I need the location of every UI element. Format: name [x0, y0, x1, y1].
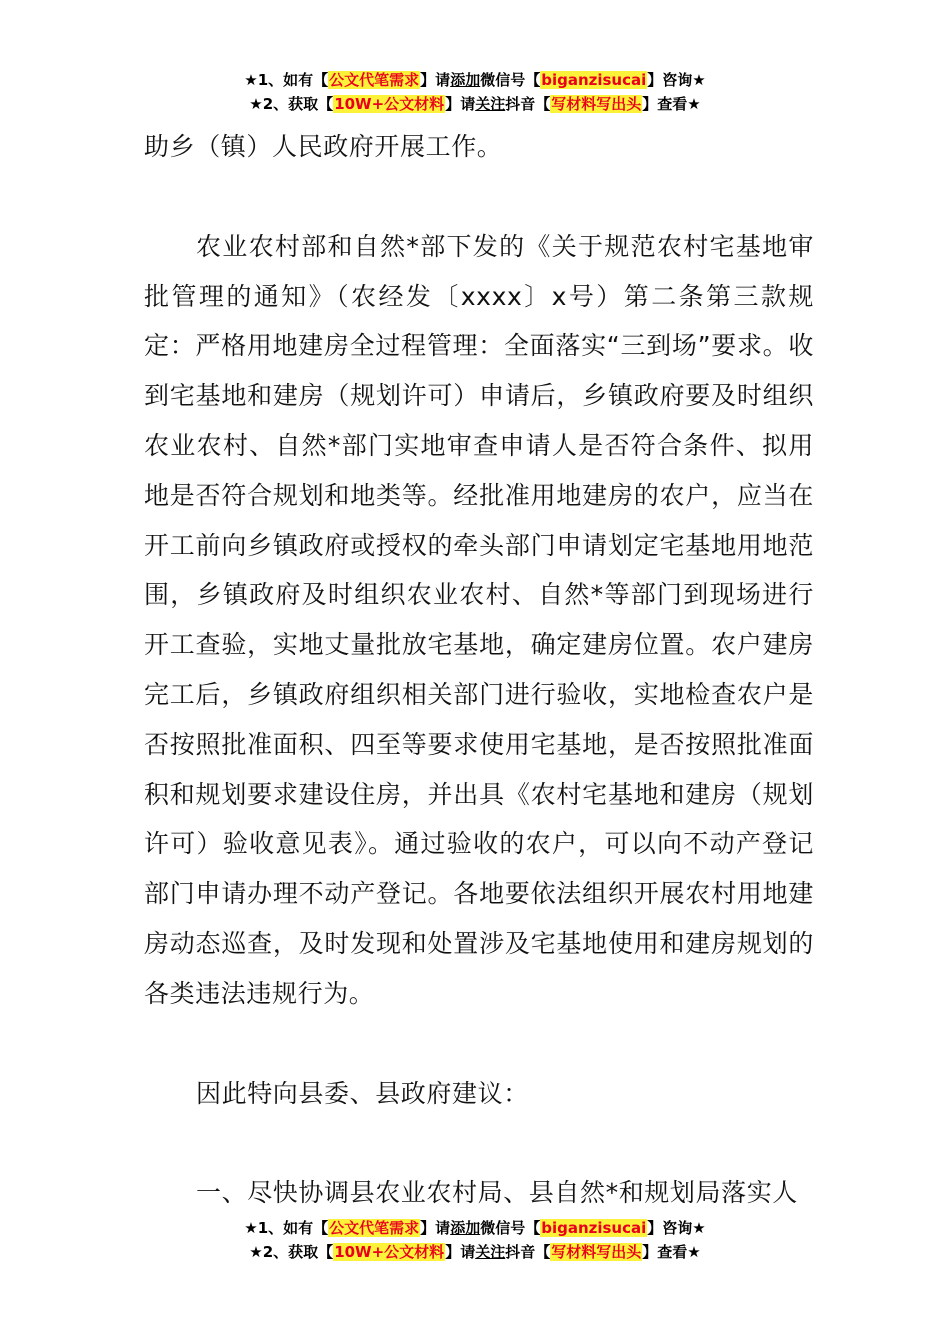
banner-highlight: 10W+公文材料 — [334, 1243, 445, 1261]
banner-highlight: biganzisucai — [541, 1219, 647, 1237]
banner-highlight: 公文代笔需求 — [329, 71, 420, 89]
paragraph-proposal-intro: 因此特向县委、县政府建议： — [196, 1078, 529, 1108]
paragraph-proposal-1: 一、尽快协调县农业农村局、县自然*和规划局落实人 — [196, 1178, 798, 1208]
banner-highlight: 公文代笔需求 — [329, 1219, 420, 1237]
paragraph-continuation: 助乡（镇）人民政府开展工作。 — [144, 132, 503, 161]
banner-highlight: 写材料写出头 — [551, 1243, 642, 1261]
banner-line-1: ★1、如有【公文代笔需求】请添加微信号【biganzisucai】咨询★ — [244, 71, 706, 89]
banner-line-1: ★1、如有【公文代笔需求】请添加微信号【biganzisucai】咨询★ — [244, 1219, 706, 1237]
banner-highlight: 写材料写出头 — [551, 95, 642, 113]
paragraph-gap — [144, 172, 814, 222]
document-body — [144, 122, 814, 1218]
paragraph-gap — [144, 1019, 814, 1069]
paragraph-gap — [144, 1118, 814, 1168]
banner-line-2: ★2、获取【10W+公文材料】请关注抖音【写材料写出头】查看★ — [249, 95, 701, 113]
banner-highlight: 10W+公文材料 — [334, 95, 445, 113]
paragraph-regulation: 农业农村部和自然*部下发的《关于规范农村宅基地审批管理的通知》（农经发〔xxxx〕x号）第二条第三款规定：严格用地建房全过程管理：全面落实“三到场”要求。收到宅基地和建房（规划许可）申请后，乡镇政府要及时组织农业农村、自然*部门实地审查申请人是否符合条件、拟用地是否符合规划和地类等。经批准用地建房的农户，应当在开工前向乡镇政府或授权的牵头部门申请划定宅基地用地范围，乡镇政府及时组织农业农村、自然*等部门到现场进行开工查验，实地丈量批放宅基地，确定建房位置。农户建房完工后，乡镇政府组织相关部门进行验收，实地检查农户是否按照批准面积、四至等要求使用宅基地，是否按照批准面积和规划要求建设住房，并出具《农村宅基地和建房（规划许可）验收意见表》。通过验收的农户，可以向不动产登记部门申请办理不动产登记。各地要依法组织开展农村用地建房动态巡查，及时发现和处置涉及宅基地使用和建房规划的各类违法违规行为。 — [144, 231, 814, 1008]
banner-highlight: biganzisucai — [541, 71, 647, 89]
banner-line-2: ★2、获取【10W+公文材料】请关注抖音【写材料写出头】查看★ — [249, 1243, 701, 1261]
header-banner — [0, 68, 950, 116]
footer-banner — [0, 1216, 950, 1264]
